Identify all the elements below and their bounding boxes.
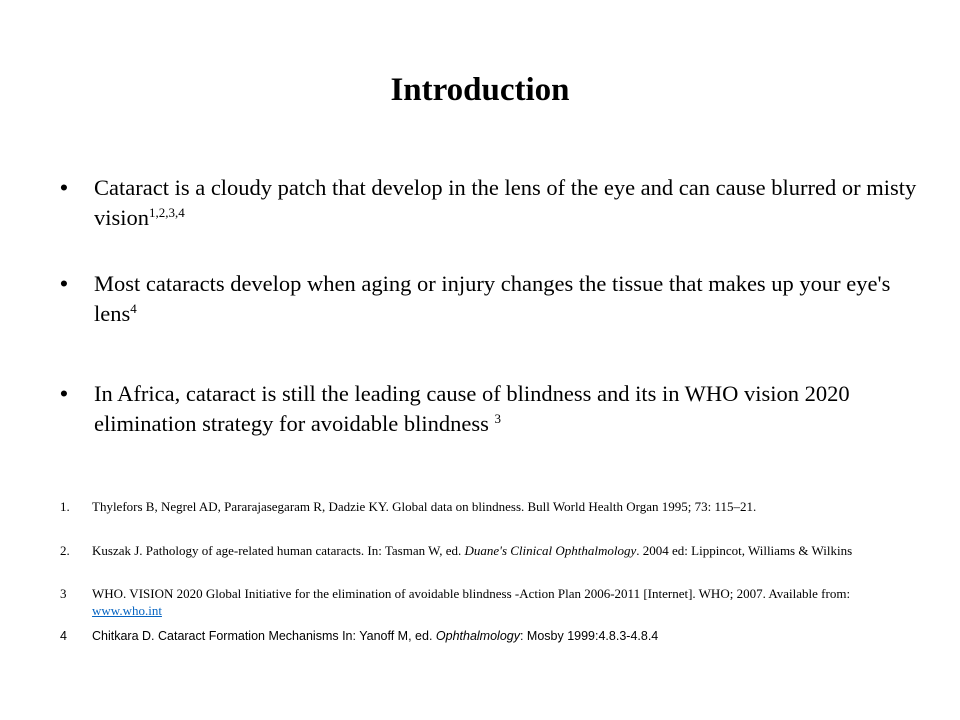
reference-text-part: WHO. VISION 2020 Global Initiative for the elimination of avoidable blindness -Action Plan 2006-2011 [Internet]. WHO; 2007. Available from: xyxy=(92,586,851,601)
reference-text-part: : Mosby 1999:4.8.3-4.8.4 xyxy=(519,629,659,643)
reference-item xyxy=(60,585,910,619)
reference-italic-title: Duane's Clinical Ophthalmology xyxy=(464,543,637,558)
bullet-marker: • xyxy=(60,271,68,296)
bullet-text: In Africa, cataract is still the leading cause of blindness and its in WHO vision 2020 elimination strategy for avoidable blindness xyxy=(94,381,850,436)
reference-number: 2. xyxy=(60,543,70,558)
reference-italic-title: Ophthalmology xyxy=(435,629,520,643)
reference-text: Thylefors B, Negrel AD, Pararajasegaram R, Dadzie KY. Global data on blindness. Bull World Health Organ 1995; 73: 115–21. xyxy=(92,499,757,514)
citation-superscript: 1,2,3,4 xyxy=(149,205,185,220)
reference-number: 1. xyxy=(60,499,70,514)
reference-text-part: . 2004 ed: Lippincot, Williams & Wilkins xyxy=(636,543,853,558)
reference-text xyxy=(92,542,910,559)
slide-title: Introduction xyxy=(390,72,570,108)
reference-item xyxy=(60,498,910,515)
reference-number: 3 xyxy=(60,586,67,601)
reference-text xyxy=(92,585,910,619)
bullet-item xyxy=(60,379,934,439)
bullet-marker: • xyxy=(60,381,68,406)
reference-text-part: Kuszak J. Pathology of age-related human cataracts. In: Tasman W, ed. xyxy=(92,543,465,558)
who-link[interactable]: www.who.int xyxy=(92,603,162,618)
reference-number: 4 xyxy=(60,629,67,643)
citation-superscript: 4 xyxy=(130,301,137,316)
reference-text xyxy=(92,628,910,645)
bullet-item xyxy=(60,269,934,329)
citation-superscript: 3 xyxy=(494,411,502,426)
bullet-text: Most cataracts develop when aging or injury changes the tissue that makes up your eye's lens xyxy=(94,271,891,326)
reference-item xyxy=(60,542,910,559)
reference-text-part: Chitkara D. Cataract Formation Mechanisms In: Yanoff M, ed. xyxy=(92,629,436,643)
bullet-text: Cataract is a cloudy patch that develop in the lens of the eye and can cause blurred or misty vision xyxy=(94,175,917,230)
reference-item xyxy=(60,628,910,645)
bullet-item xyxy=(60,173,934,233)
bullet-marker: • xyxy=(60,175,68,200)
